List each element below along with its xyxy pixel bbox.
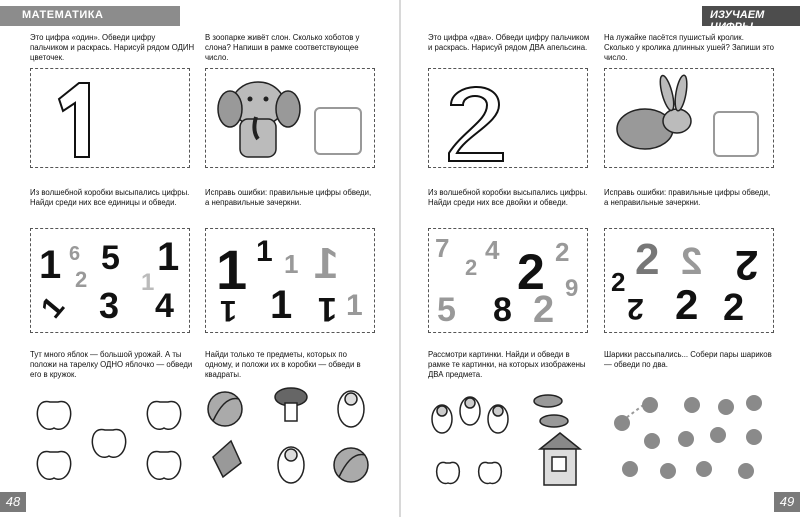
apples-group xyxy=(30,388,195,488)
digit[interactable]: 2 xyxy=(675,281,699,328)
apple-icon xyxy=(92,429,125,457)
answer-frame[interactable] xyxy=(713,111,759,157)
digit[interactable]: 1 xyxy=(270,283,293,327)
digit[interactable]: 4 xyxy=(155,287,174,325)
fish-icon xyxy=(534,395,562,407)
ball-dot xyxy=(746,429,762,445)
digit[interactable]: 2 xyxy=(735,242,759,289)
right-task-1-text: Это цифра «два». Обведи цифру пальчиком и раскрась. Нарисуй рядом ДВА апельсина. xyxy=(428,33,590,52)
digit[interactable]: 5 xyxy=(101,239,120,277)
digit[interactable]: 5 xyxy=(437,291,456,329)
pictures-group xyxy=(428,385,593,490)
ball-dot xyxy=(622,461,638,477)
right-digits-box-twos xyxy=(428,228,588,333)
digit[interactable]: 2 xyxy=(533,289,555,331)
ball-dot xyxy=(644,433,660,449)
balls-group xyxy=(604,385,774,490)
right-rabbit-box xyxy=(604,68,774,168)
digit[interactable]: 1 xyxy=(256,235,273,268)
digit[interactable]: 1 xyxy=(157,235,180,279)
ball-dot xyxy=(684,397,700,413)
digit[interactable]: 1 xyxy=(318,290,337,328)
apple-icon xyxy=(147,401,180,429)
right-task-3-text: Из волшебной коробки высыпались цифры. Найди среди них все двойки и обведи. xyxy=(428,188,588,207)
left-task-1-text: Это цифра «один». Обведи цифру пальчиком и раскрась. Нарисуй рядом ОДИН цветочек. xyxy=(30,33,195,62)
right-digit-two-box[interactable] xyxy=(428,68,588,168)
ball-dot xyxy=(660,463,676,479)
digit[interactable]: 2 xyxy=(465,255,478,280)
left-task-5-text: Тут много яблок — большой урожай. А ты положи на тарелку ОДНО яблочко — обведи его в кружок. xyxy=(30,350,193,379)
right-section-header xyxy=(702,6,800,33)
leaf-icon xyxy=(213,441,241,477)
digit[interactable]: 9 xyxy=(565,275,579,302)
right-task-5-text: Рассмотри картинки. Найди и обведи в рамке те картинки, на которых изображены ДВА предмета. xyxy=(428,350,586,379)
digit[interactable]: 3 xyxy=(99,285,120,326)
apple-icon xyxy=(37,451,70,479)
ball-dot xyxy=(696,461,712,477)
digit[interactable]: 1 xyxy=(216,238,248,301)
left-task-4-text: Исправь ошибки: правильные цифры обведи, а неправильные зачеркни. xyxy=(205,188,372,207)
left-section-header xyxy=(0,6,180,26)
ball-dot xyxy=(738,463,754,479)
digit[interactable]: 2 xyxy=(555,237,570,267)
apple-icon xyxy=(437,462,460,483)
right-task-4-text: Исправь ошибки: правильные цифры обведи, а неправильные зачеркни. xyxy=(604,188,771,207)
left-task-3-text: Из волшебной коробки высыпались цифры. Найди среди них все единицы и обведи. xyxy=(30,188,190,207)
left-task-6-text: Найди только те предметы, которых по одному, и положи их в коробки — обведи в квадраты. xyxy=(205,350,361,379)
digit[interactable]: 1 xyxy=(284,249,299,279)
left-section-title: МАТЕМАТИКА xyxy=(22,9,104,21)
ball-dot xyxy=(678,431,694,447)
answer-frame[interactable] xyxy=(314,107,362,155)
right-digits-box-fix xyxy=(604,228,774,333)
digit[interactable]: 1 xyxy=(314,239,339,288)
ball-dot xyxy=(710,427,726,443)
right-page-number: 49 xyxy=(774,492,800,512)
page-gutter xyxy=(399,0,401,517)
digit[interactable]: 8 xyxy=(493,291,512,329)
digit[interactable]: 2 xyxy=(611,267,626,297)
digit[interactable]: 1 xyxy=(34,290,71,325)
objects-group xyxy=(205,385,375,490)
left-elephant-box xyxy=(205,68,375,168)
apple-icon xyxy=(479,462,502,483)
outline-digit-one xyxy=(31,69,191,169)
right-section-title: ИЗУЧАЕМ ЦИФРЫ xyxy=(710,9,765,33)
outline-digit-two xyxy=(429,69,589,169)
apple-icon xyxy=(147,451,180,479)
digit[interactable]: 1 xyxy=(346,289,363,322)
ball-dot xyxy=(642,397,658,413)
fish-icon xyxy=(540,415,568,427)
digit[interactable]: 1 xyxy=(39,243,62,287)
house-icon xyxy=(540,433,580,449)
digit[interactable]: 7 xyxy=(435,233,450,263)
digit[interactable]: 2 xyxy=(75,267,88,292)
left-digit-one-box[interactable] xyxy=(30,68,190,168)
digit[interactable]: 6 xyxy=(69,243,81,265)
ball-dot xyxy=(614,415,630,431)
left-digits-box-fix xyxy=(205,228,375,333)
left-page-number: 48 xyxy=(0,492,26,512)
ball-dot xyxy=(746,395,762,411)
right-task-6-text: Шарики рассыпались... Собери пары шариков — обведи по два. xyxy=(604,350,772,369)
digit[interactable]: 2 xyxy=(681,241,703,283)
digit[interactable]: 1 xyxy=(220,294,237,327)
digit[interactable]: 2 xyxy=(635,235,660,284)
digit[interactable]: 2 xyxy=(517,244,545,300)
digit[interactable]: 2 xyxy=(627,292,644,325)
digit[interactable]: 1 xyxy=(141,269,155,296)
apple-icon xyxy=(37,401,70,429)
ball-dot xyxy=(718,399,734,415)
digit[interactable]: 4 xyxy=(485,235,500,265)
left-digits-box-ones xyxy=(30,228,190,333)
right-task-2-text: На лужайке пасётся пушистый кролик. Сколько у кролика длинных ушей? Запиши это число. xyxy=(604,33,774,62)
digit[interactable]: 2 xyxy=(723,287,745,329)
left-task-2-text: В зоопарке живёт слон. Сколько хоботов у слона? Напиши в рамке соответствующее число. xyxy=(205,33,360,62)
